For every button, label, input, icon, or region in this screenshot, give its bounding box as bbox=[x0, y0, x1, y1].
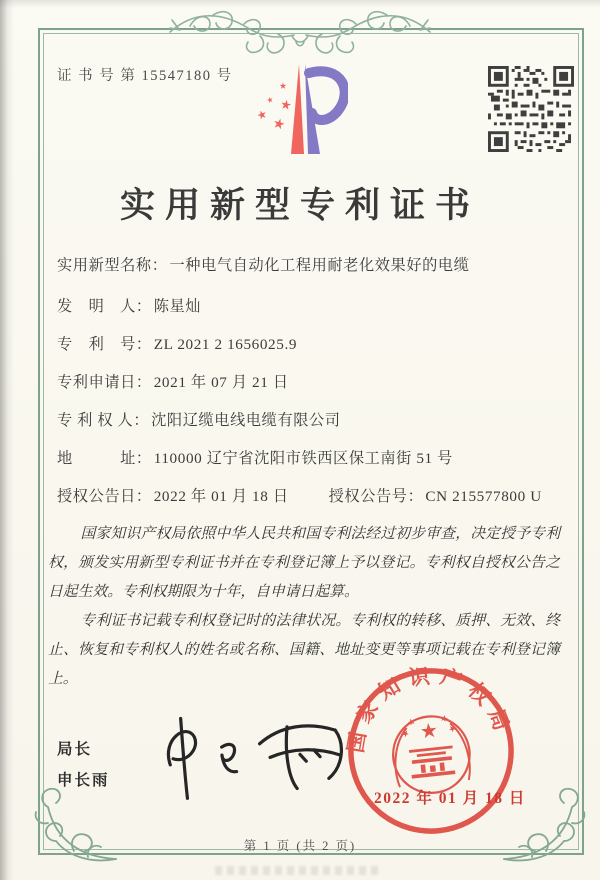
certificate-number: 证 书 号 第 15547180 号 bbox=[57, 68, 233, 84]
field-patentee bbox=[57, 409, 564, 430]
field-label: 地 址： bbox=[57, 450, 152, 467]
signer-name: 申长雨 bbox=[57, 772, 110, 789]
page-number: 第 1 页 (共 2 页) bbox=[243, 839, 357, 853]
grant-no-value: CN 215577800 U bbox=[425, 488, 542, 505]
legal-paragraph-1: 国家知识产权局依照中华人民共和国专利法经过初步审查，决定授予专利权，颁发实用新型专利证书并在专利登记簿上予以登记。专利权自授权公告之日起生效。专利权期限为十年，自申请日起算。 bbox=[48, 526, 560, 600]
seal-date-stamp: 2022 年 01 月 18 日 bbox=[374, 790, 526, 807]
director-signature bbox=[136, 704, 369, 807]
grant-date-label: 授权公告日： bbox=[57, 488, 152, 505]
cnipa-official-seal-icon bbox=[331, 651, 531, 851]
field-inventor bbox=[57, 295, 564, 316]
field-grant-announcement bbox=[57, 485, 564, 506]
seal-ring-text: 国家知识产权局 bbox=[343, 663, 517, 755]
field-label: 实用新型名称： bbox=[57, 257, 168, 274]
qr-code-icon bbox=[488, 66, 574, 152]
field-filing-date bbox=[57, 371, 564, 392]
certificate-title: 实用新型专利证书 bbox=[119, 186, 480, 225]
field-label: 专 利 号： bbox=[57, 336, 152, 353]
field-patent-number bbox=[57, 333, 564, 354]
field-value: 沈阳辽缆电线电缆有限公司 bbox=[151, 412, 341, 429]
svg-text:国家知识产权局 bbox=[335, 656, 517, 757]
grant-date-value: 2022 年 01 月 18 日 bbox=[153, 488, 289, 505]
field-value: ZL 2021 2 1656025.9 bbox=[153, 336, 298, 353]
cnipa-ip-logo-icon bbox=[252, 58, 348, 162]
signer-role: 局长 bbox=[57, 741, 93, 758]
field-label: 专利申请日： bbox=[57, 374, 152, 391]
double-dragon-flourish-icon bbox=[160, 2, 440, 64]
grant-no-label: 授权公告号： bbox=[328, 488, 424, 505]
field-value: 陈星灿 bbox=[153, 298, 202, 315]
field-value: 110000 辽宁省沈阳市铁西区保工南街 51 号 bbox=[153, 450, 453, 467]
bleed-through-smudge bbox=[215, 866, 380, 875]
field-value: 2021 年 07 月 21 日 bbox=[153, 374, 289, 391]
legal-paragraph-2: 专利证书记载专利权登记时的法律状况。专利权的转移、质押、无效、终止、恢复和专利权人的姓名或名称、国籍、地址变更等事项记载在专利登记簿上。 bbox=[48, 613, 560, 687]
field-label: 专 利 权 人： bbox=[57, 412, 150, 429]
field-value: 一种电气自动化工程用耐老化效果好的电缆 bbox=[169, 257, 470, 274]
scan-shadow-left bbox=[0, 0, 14, 880]
field-label: 发 明 人： bbox=[57, 298, 152, 315]
field-invention-name bbox=[57, 254, 564, 275]
field-address bbox=[57, 447, 564, 468]
